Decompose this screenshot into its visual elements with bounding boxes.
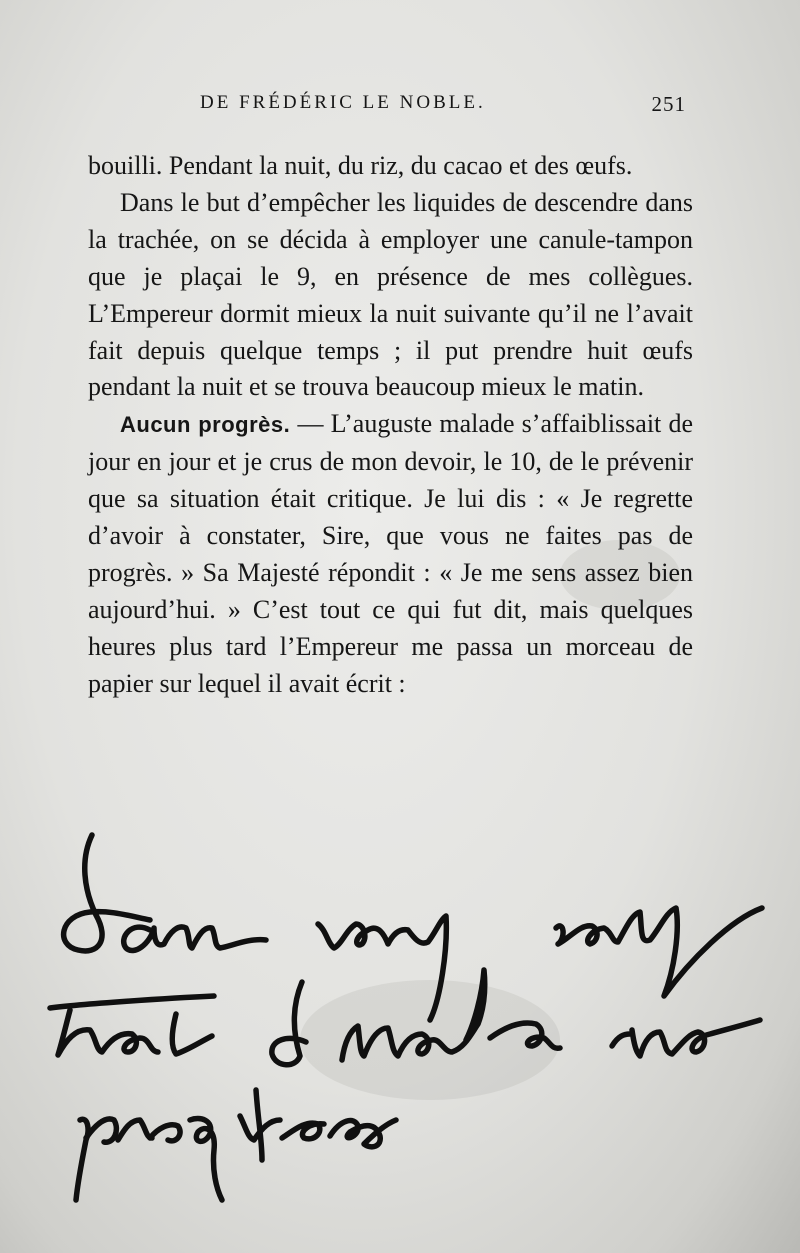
body-text xyxy=(88,148,693,703)
running-head xyxy=(200,92,690,122)
paragraph-heading: Aucun progrès. xyxy=(120,412,291,438)
paragraph-aucun-progres xyxy=(88,406,693,702)
handwriting-line-1 xyxy=(64,835,762,1020)
paragraph: Dans le but d’empêcher les liquides de descendre dans la trachée, on se décida à employer une canule-tampon que je plaçai le 9, en présence de mes collègues. L’Empereur dormit mieux la nuit suivante qu’il ne l’avait fait depuis quelque temps ; il put prendre huit œufs pendant la nuit et se trouva beaucoup mieux le matin. xyxy=(88,187,693,402)
handwriting-line-2 xyxy=(50,970,760,1065)
handwritten-note xyxy=(0,820,800,1240)
paragraph-text: — L’auguste malade s’affaiblissait de jour en jour et je crus de mon devoir, le 10, de le prévenir que sa situation était critique. Je lui dis : « Je regrette d’avoir à constater, Sire, que vous ne faites pas de progrès. » Sa Majesté répondit : « Je me sens assez bien aujourd’hui. » C’est tout ce qui fut dit, mais quelques heures plus tard l’Empereur me passa un morceau de papier sur lequel il avait écrit : xyxy=(88,409,693,698)
handwriting-line-3 xyxy=(76,1090,396,1200)
running-head-title: DE FRÉDÉRIC LE NOBLE. xyxy=(200,92,486,113)
paragraph: bouilli. Pendant la nuit, du riz, du cacao et des œufs. xyxy=(88,151,633,180)
page-number: 251 xyxy=(651,92,686,116)
